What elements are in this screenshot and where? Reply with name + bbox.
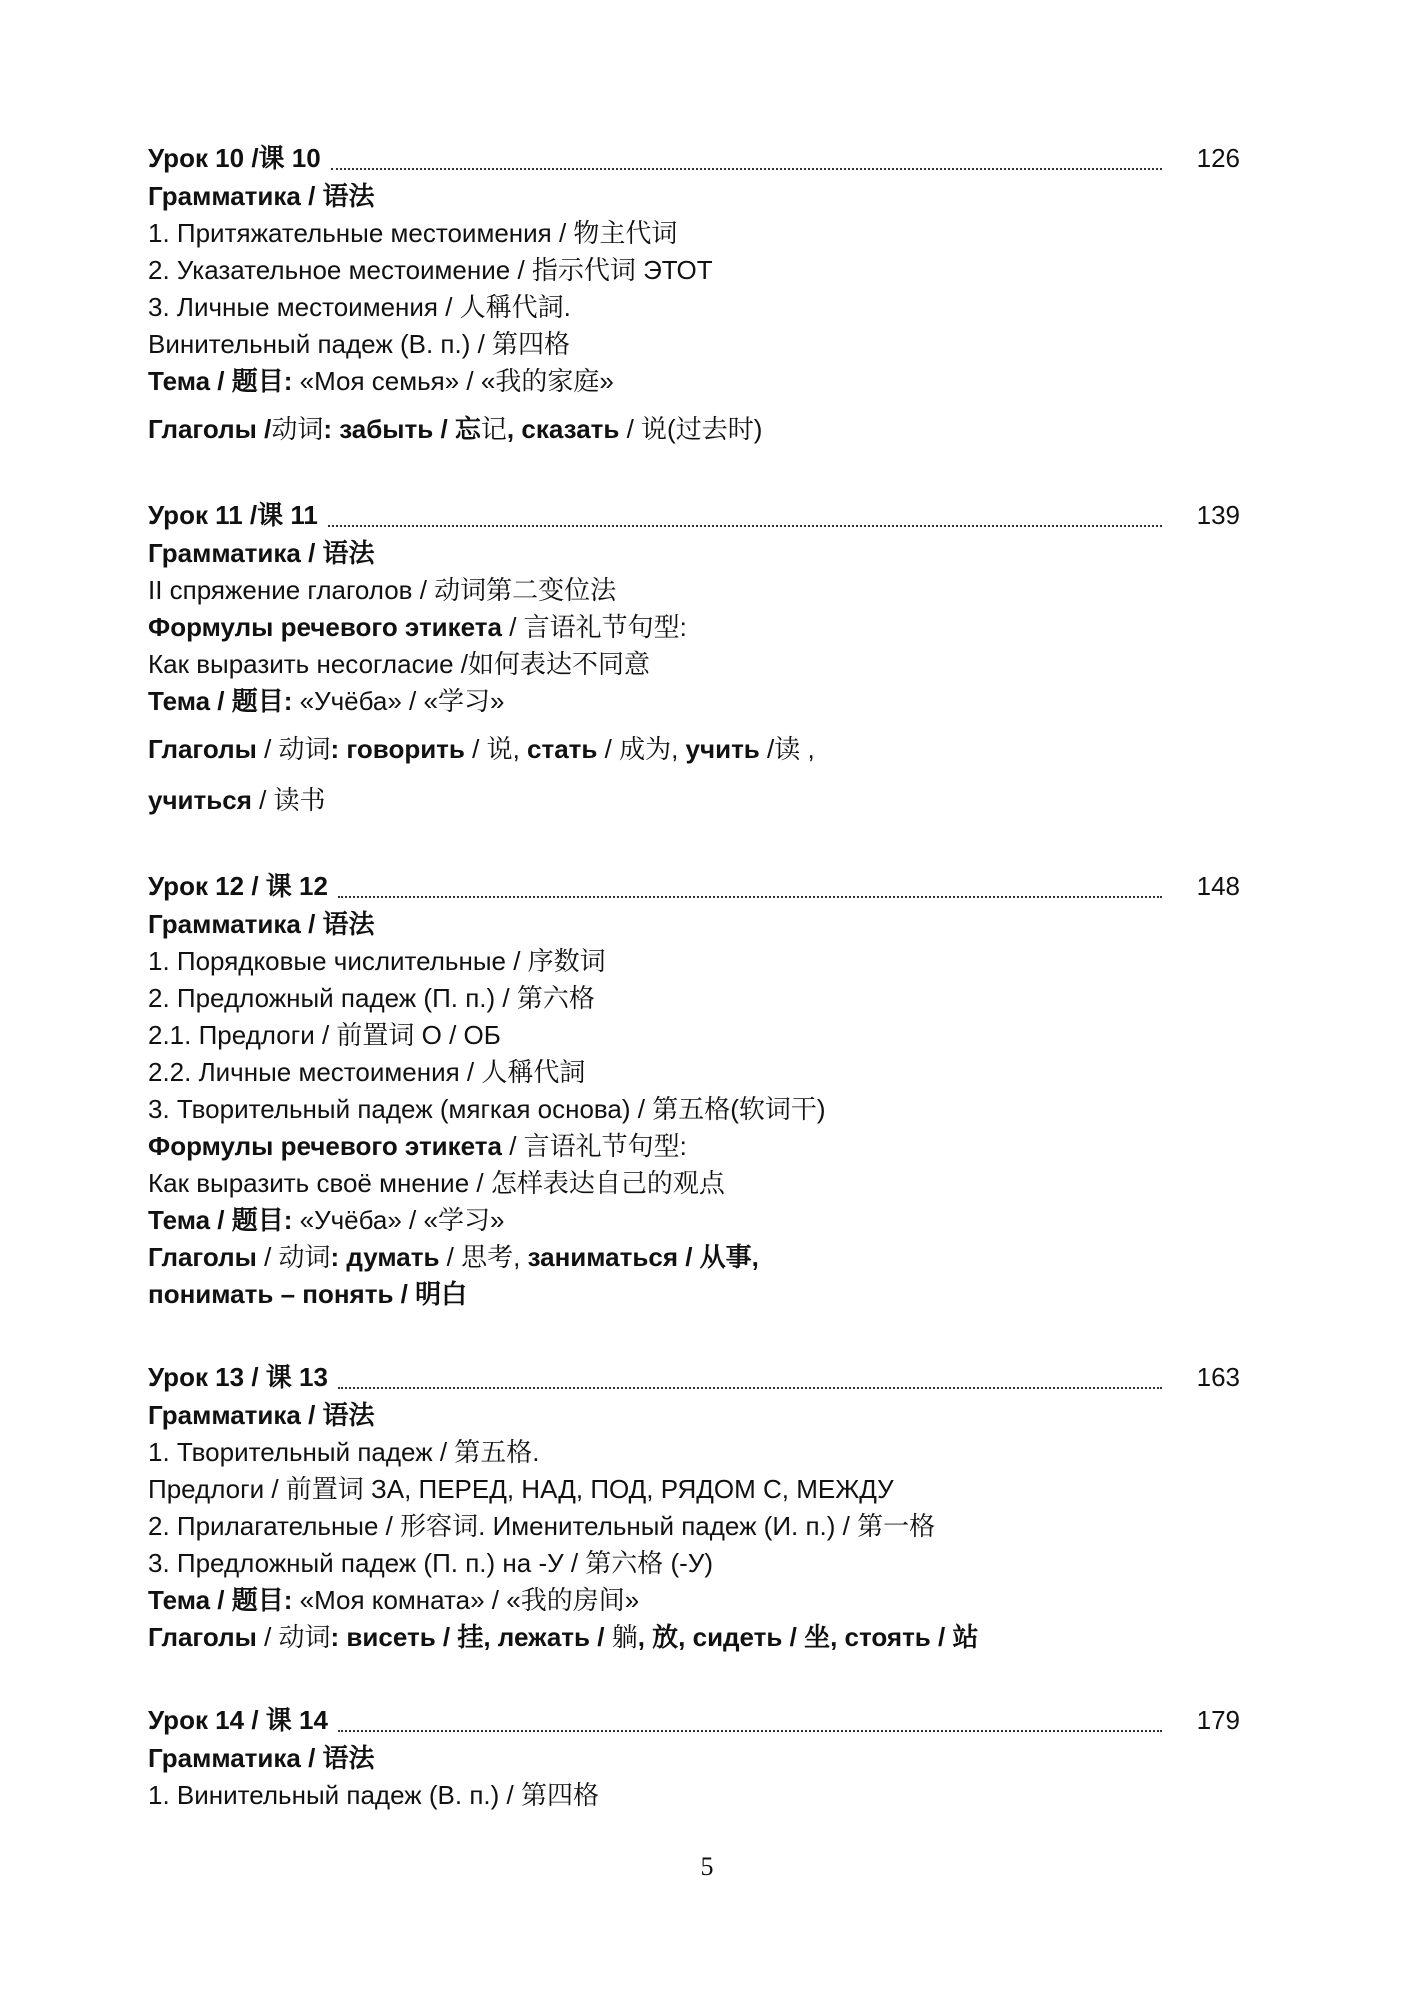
dot-leader bbox=[338, 1387, 1162, 1389]
lesson-heading[interactable] bbox=[148, 495, 1240, 535]
bold-text: Формулы речевого этикета bbox=[148, 1131, 502, 1161]
text: 1. Порядковые числительные / 序数词 bbox=[148, 946, 606, 976]
lesson-entry bbox=[148, 1357, 1240, 1656]
lesson-entry bbox=[148, 138, 1240, 451]
text: / 说(过去时) bbox=[619, 414, 763, 444]
bold-text: : думать bbox=[330, 1242, 440, 1272]
lesson-page-number: 139 bbox=[1196, 500, 1240, 530]
text: /读 , bbox=[759, 734, 815, 764]
text: 1. Винительный падеж (В. п.) / 第四格 bbox=[148, 1780, 599, 1810]
toc-line bbox=[148, 1128, 1240, 1165]
text: «Учёба» / «学习» bbox=[292, 686, 505, 716]
lesson-entry bbox=[148, 495, 1240, 822]
toc-line bbox=[148, 289, 1240, 326]
toc-line bbox=[148, 1508, 1240, 1545]
text: 记 bbox=[480, 414, 507, 444]
bold-text: Грамматика / 语法 bbox=[148, 909, 375, 939]
lesson-heading[interactable] bbox=[148, 1357, 1240, 1397]
toc-line bbox=[148, 1582, 1240, 1619]
lesson-title: Урок 12 / 课 12 bbox=[148, 871, 328, 901]
text: «Моя семья» / «我的家庭» bbox=[292, 366, 614, 396]
text: / 动词 bbox=[256, 734, 331, 764]
text: 1. Притяжательные местоимения / 物主代词 bbox=[148, 218, 678, 248]
text: 躺 bbox=[611, 1622, 638, 1652]
lesson-heading[interactable] bbox=[148, 138, 1240, 178]
lesson-page-number: 126 bbox=[1196, 143, 1240, 173]
toc-line bbox=[148, 1619, 1240, 1656]
bold-text: : говорить bbox=[330, 734, 465, 764]
toc-line bbox=[148, 646, 1240, 683]
bold-text: Формулы речевого этикета bbox=[148, 612, 502, 642]
toc-line bbox=[148, 1202, 1240, 1239]
lesson-heading[interactable] bbox=[148, 1700, 1240, 1740]
text: 动词 bbox=[271, 414, 324, 444]
lesson-entry bbox=[148, 866, 1240, 1313]
toc-line bbox=[148, 1017, 1240, 1054]
toc-line bbox=[148, 1276, 1240, 1313]
text: Предлоги / 前置词 ЗА, ПЕРЕД, НАД, ПОД, РЯДОМ С, МЕЖДУ bbox=[148, 1474, 894, 1504]
text: 2. Указательное местоимение / 指示代词 ЭТОТ bbox=[148, 255, 713, 285]
bold-text: Тема / 题目: bbox=[148, 1585, 293, 1615]
bold-text: учиться bbox=[148, 785, 252, 815]
text: / 言语礼节句型: bbox=[501, 612, 687, 642]
text: Как выразить несогласие /如何表达不同意 bbox=[148, 649, 650, 679]
table-of-contents bbox=[148, 138, 1240, 1858]
bold-text: Глаголы bbox=[148, 734, 257, 764]
text: Винительный падеж (В. п.) / 第四格 bbox=[148, 329, 571, 359]
text: / 动词 bbox=[256, 1622, 331, 1652]
bold-text: Глаголы bbox=[148, 1242, 257, 1272]
bold-text: стать bbox=[527, 734, 598, 764]
toc-line bbox=[148, 1239, 1240, 1276]
text: «Моя комната» / «我的房间» bbox=[292, 1585, 640, 1615]
text: 1. Творительный падеж / 第五格. bbox=[148, 1437, 540, 1467]
toc-line bbox=[148, 363, 1240, 400]
bold-text: Тема / 题目: bbox=[148, 1205, 293, 1235]
text: / 言语礼节句型: bbox=[501, 1131, 687, 1161]
bold-text: учить bbox=[685, 734, 760, 764]
bold-text: Грамматика / 语法 bbox=[148, 1743, 375, 1773]
text: / 读书 bbox=[251, 785, 326, 815]
toc-line bbox=[148, 326, 1240, 363]
bold-text: Тема / 题目: bbox=[148, 366, 293, 396]
text: «Учёба» / «学习» bbox=[292, 1205, 505, 1235]
lesson-title: Урок 10 /课 10 bbox=[148, 143, 321, 173]
text: II спряжение глаголов / 动词第二变位法 bbox=[148, 575, 617, 605]
lesson-heading[interactable] bbox=[148, 866, 1240, 906]
dot-leader bbox=[328, 525, 1162, 527]
bold-text: , сказать bbox=[506, 414, 620, 444]
bold-text: : висеть / 挂, лежать / bbox=[330, 1622, 612, 1652]
toc-line bbox=[148, 1434, 1240, 1471]
bold-text: Глаголы / bbox=[148, 414, 272, 444]
bold-text: понимать – понять / 明白 bbox=[148, 1279, 468, 1309]
text: Как выразить своё мнение / 怎样表达自己的观点 bbox=[148, 1168, 725, 1198]
text: / 思考, bbox=[439, 1242, 528, 1272]
lesson-title: Урок 13 / 课 13 bbox=[148, 1362, 328, 1392]
toc-line bbox=[148, 1397, 1240, 1434]
text: / 动词 bbox=[256, 1242, 331, 1272]
toc-line bbox=[148, 1091, 1240, 1128]
toc-line bbox=[148, 407, 1240, 451]
toc-line bbox=[148, 1165, 1240, 1202]
toc-line bbox=[148, 683, 1240, 720]
toc-line bbox=[148, 1545, 1240, 1582]
toc-line bbox=[148, 1777, 1240, 1814]
toc-line bbox=[148, 778, 1240, 822]
toc-line bbox=[148, 178, 1240, 215]
bold-text: : забыть / 忘 bbox=[323, 414, 481, 444]
bold-text: Грамматика / 语法 bbox=[148, 1400, 375, 1430]
toc-line bbox=[148, 906, 1240, 943]
page-number: 5 bbox=[700, 1852, 714, 1881]
text: / 说, bbox=[464, 734, 528, 764]
bold-text: Грамматика / 语法 bbox=[148, 538, 375, 568]
text: 3. Творительный падеж (мягкая основа) / 第五格(软词干) bbox=[148, 1094, 826, 1124]
lesson-page-number: 179 bbox=[1196, 1705, 1240, 1735]
toc-line bbox=[148, 535, 1240, 572]
bold-text: , 放, сидеть / 坐, стоять / 站 bbox=[637, 1622, 979, 1652]
toc-line bbox=[148, 727, 1240, 771]
bold-text: Грамматика / 语法 bbox=[148, 181, 375, 211]
lesson-entry bbox=[148, 1700, 1240, 1814]
toc-line bbox=[148, 980, 1240, 1017]
toc-line bbox=[148, 609, 1240, 646]
text: 2.2. Личные местоимения / 人稱代詞 bbox=[148, 1057, 586, 1087]
text: 2.1. Предлоги / 前置词 О / ОБ bbox=[148, 1020, 501, 1050]
lesson-title: Урок 14 / 课 14 bbox=[148, 1705, 328, 1735]
lesson-page-number: 148 bbox=[1196, 871, 1240, 901]
lesson-title: Урок 11 /课 11 bbox=[148, 500, 318, 530]
toc-line bbox=[148, 252, 1240, 289]
text: 2. Прилагательные / 形容词. Именительный падеж (И. п.) / 第一格 bbox=[148, 1511, 936, 1541]
toc-line bbox=[148, 572, 1240, 609]
text: 3. Личные местоимения / 人稱代詞. bbox=[148, 292, 571, 322]
dot-leader bbox=[331, 168, 1162, 170]
toc-line bbox=[148, 943, 1240, 980]
lesson-page-number: 163 bbox=[1196, 1362, 1240, 1392]
toc-line bbox=[148, 1471, 1240, 1508]
text: 2. Предложный падеж (П. п.) / 第六格 bbox=[148, 983, 595, 1013]
dot-leader bbox=[338, 896, 1162, 898]
toc-line bbox=[148, 1054, 1240, 1091]
toc-line bbox=[148, 1740, 1240, 1777]
dot-leader bbox=[338, 1730, 1162, 1732]
bold-text: Глаголы bbox=[148, 1622, 257, 1652]
text: 3. Предложный падеж (П. п.) на -У / 第六格 (-У) bbox=[148, 1548, 714, 1578]
bold-text: заниматься / 从事, bbox=[527, 1242, 759, 1272]
toc-line bbox=[148, 215, 1240, 252]
bold-text: Тема / 题目: bbox=[148, 686, 293, 716]
text: / 成为, bbox=[597, 734, 686, 764]
